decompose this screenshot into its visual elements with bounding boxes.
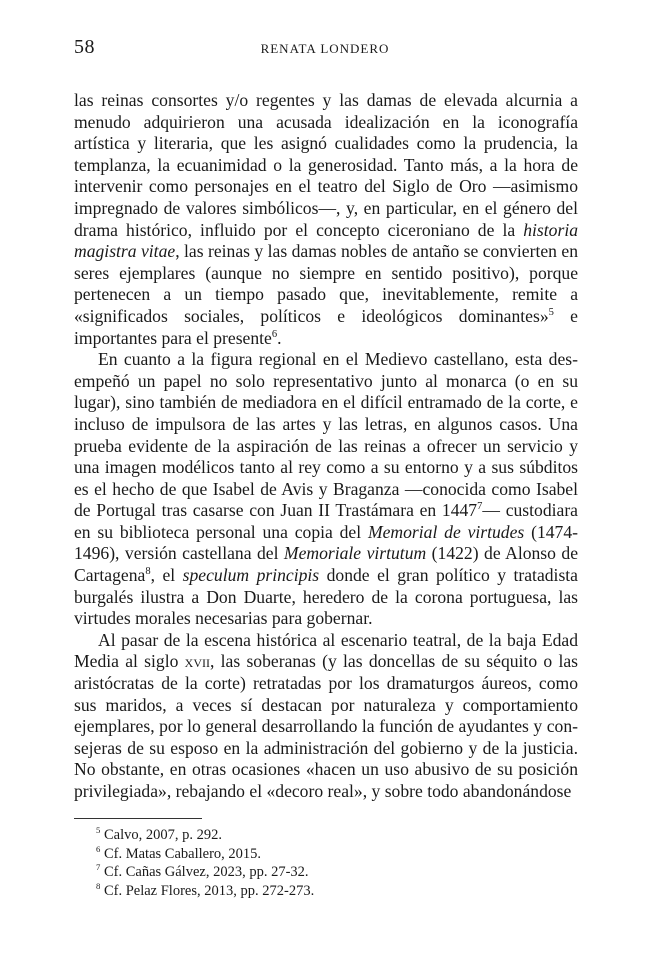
text-run: e importantes para el presente — [74, 305, 578, 348]
footnotes — [96, 826, 314, 900]
footnote-number: 8 — [96, 880, 101, 891]
footnote-number: 7 — [96, 862, 101, 873]
footnote-text: Cf. Cañas Gálvez, 2023, pp. 27-32. — [100, 864, 309, 880]
footnote — [96, 845, 314, 864]
footnote — [96, 826, 314, 845]
text-run: . — [277, 327, 282, 348]
italic-text: Memoriale virtutum — [283, 543, 427, 564]
paragraph — [74, 630, 578, 803]
footnote-text: Calvo, 2007, p. 292. — [100, 827, 222, 843]
footnote-number: 6 — [96, 843, 101, 854]
footnote-ref: 6 — [271, 328, 278, 340]
text-run: las reinas consortes y/o regentes y las damas de elevada alcurnia a menudo adquirieron una acusada idealización en la iconografía artística y literaria, que les asignó cualidades como la prudencia, la templanza, la ecuanimidad o la generosidad. Tanto más, a la hora de intervenir como personajes en el teatro del Siglo de Oro —asimismo impregnado de valores simbólicos—, y, en particular, en el género del drama histórico, influido por el concepto ciceroniano de la — [74, 90, 578, 240]
footnote-ref: 7 — [477, 501, 483, 513]
footnote-text: Cf. Pelaz Flores, 2013, pp. 272-273. — [100, 882, 315, 899]
footnote — [96, 863, 314, 882]
footnote-ref: 5 — [548, 307, 554, 319]
footnote-text: Cf. Matas Caballero, 2015. — [100, 845, 262, 862]
paragraph — [74, 90, 578, 349]
text-run: En cuanto a la figura regional en el Medievo castellano, esta desempeñó un papel no solo representativo junto al monarca (o en su lugar), sino también de mediadora en el difícil entramado de la corte, e incluso de impulsora de las artes y las letras, en algunos casos. Una prueba evidente de la aspiración de las reinas a ofrecer un servicio y una imagen modélicos tanto al rey como a su entorno y a sus súbditos es el hecho de que Isabel de Avis y Braganza —conocida como Isabel de Portugal tras casarse con Juan II Trastámara en 1447 — [74, 349, 578, 521]
italic-text: historia magistra vitae — [74, 219, 578, 262]
paragraph — [74, 349, 578, 630]
italic-text: Memorial de virtudes — [367, 521, 525, 542]
footnote — [96, 882, 314, 901]
italic-text: speculum principis — [182, 565, 320, 586]
text-run: , las reinas y las damas nobles de antaño se convierten en seres ejemplares (aunque no siempre en sentido positivo), porque pertenecen a un tiempo pasado que, inevitablemente, remite a «significados sociales, políticos e ideológicos dominantes» — [74, 241, 578, 326]
text-run: (1422) de Alonso de Cartagena — [74, 543, 579, 586]
text-run: — custodiara en su biblioteca personal una copia del — [74, 500, 578, 542]
text-run: Al pasar de la escena histórica al escenario teatral, de la baja Edad Media al siglo — [74, 629, 578, 672]
page-number: 58 — [74, 36, 95, 58]
running-head: RENATA LONDERO — [260, 41, 390, 56]
text-run: (1474-1496), versión castellana del — [74, 521, 578, 564]
footnote-separator — [74, 818, 202, 819]
text-run: donde el gran político y tratadista burgalés ilustra a Don Duarte, heredero de la corona portuguesa, las virtudes morales necesarias para gobernar. — [74, 565, 578, 629]
text-run: , el — [150, 565, 183, 586]
small-caps-text: xvii — [184, 651, 210, 672]
text-run: , las soberanas (y las doncellas de su séquito o las aristócratas de la corte) retratadas por los dramaturgos áureos, como sus maridos, a veces sí destacan por naturaleza y comportamiento ejemplares, por lo general desarrollando la función de ayudantes y consejeras de su esposo en la administración del gobierno y de la justicia. No obstante, en otras ocasiones «hacen un uso abusivo de su posición privilegiada», rebajando el «decoro real», y sobre todo abandonándose — [74, 651, 578, 801]
footnote-number: 5 — [96, 825, 101, 836]
footnote-ref: 8 — [145, 566, 151, 578]
body-text — [74, 90, 578, 803]
